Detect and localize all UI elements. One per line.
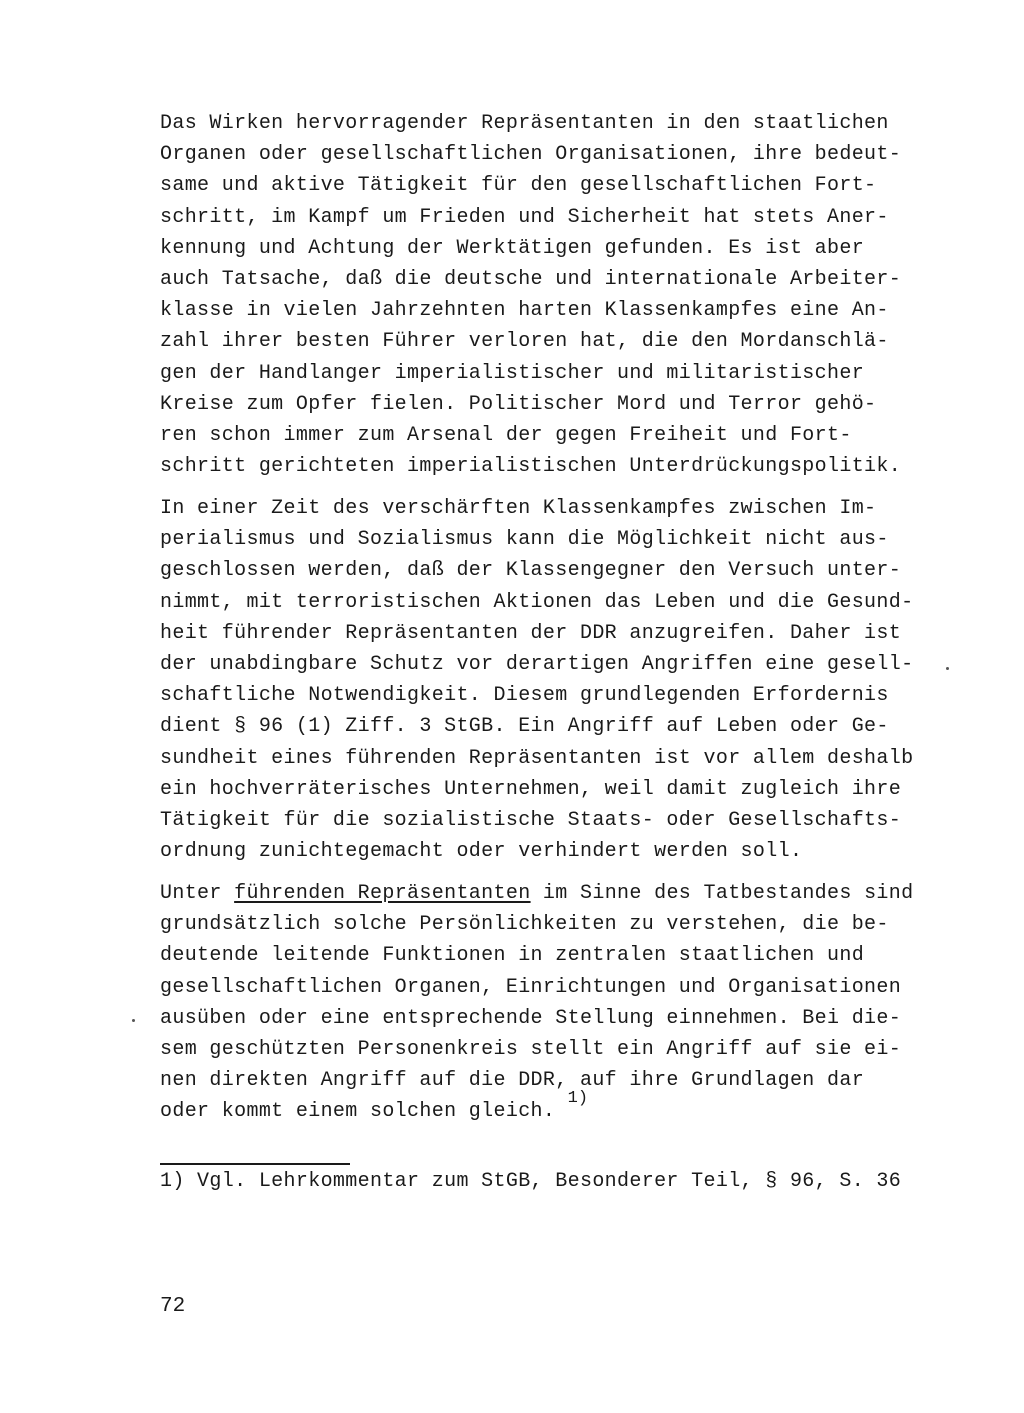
text-line: Das Wirken hervorragender Repräsentanten in den staatlichen: [160, 112, 889, 135]
text-line: same und aktive Tätigkeit für den gesellschaftlichen Fort-: [160, 174, 877, 198]
line-prefix: Unter: [160, 882, 235, 905]
paragraph-1: [160, 108, 901, 482]
underlined-term: führenden Repräsentanten: [234, 882, 531, 905]
text-line: schritt gerichteten imperialistischen Unterdrückungspolitik.: [160, 455, 902, 479]
text-line: sundheit eines führenden Repräsentanten ist vor allem deshalb: [160, 746, 914, 770]
text-line: ordnung zunichtegemacht oder verhindert werden soll.: [160, 840, 803, 864]
text-line: geschlossen werden, daß der Klassengegner den Versuch unter-: [160, 559, 902, 583]
text-line: nen direkten Angriff auf die DDR, auf ihre Grundlagen dar: [160, 1069, 865, 1093]
last-line-text: oder kommt einem solchen gleich.: [160, 1100, 556, 1124]
paragraph-2: [160, 493, 913, 867]
text-line: ein hochverräterisches Unternehmen, weil damit zugleich ihre: [160, 777, 902, 801]
text-line: perialismus und Sozialismus kann die Möglichkeit nicht aus-: [160, 528, 889, 552]
text-line: In einer Zeit des verschärften Klassenkampfes zwischen Im-: [160, 497, 877, 520]
text-line: heit führender Repräsentanten der DDR anzugreifen. Daher ist: [160, 621, 902, 645]
page-number: 72: [160, 1295, 186, 1318]
text-line: gen der Handlanger imperialistischer und militaristischer: [160, 361, 865, 385]
paragraph-3: [160, 878, 914, 1128]
text-line: [160, 878, 914, 909]
text-line: kennung und Achtung der Werktätigen gefunden. Es ist aber: [160, 236, 865, 260]
text-line: [160, 1089, 914, 1127]
scan-speck: [132, 1019, 135, 1022]
text-line: grundsätzlich solche Persönlichkeiten zu verstehen, die be-: [160, 913, 889, 937]
text-line: nimmt, mit terroristischen Aktionen das Leben und die Gesund-: [160, 590, 914, 614]
text-line: sem geschützten Personenkreis stellt ein Angriff auf sie ei-: [160, 1037, 902, 1061]
text-line: schritt, im Kampf um Frieden und Sicherheit hat stets Aner-: [160, 205, 889, 229]
text-line: dient § 96 (1) Ziff. 3 StGB. Ein Angriff auf Leben oder Ge-: [160, 715, 889, 739]
text-line: zahl ihrer besten Führer verloren hat, die den Mordanschlä-: [160, 330, 889, 354]
footnote-divider: [160, 1163, 350, 1165]
scan-speck: [946, 667, 949, 670]
line-suffix: im Sinne des Tatbestandes sind: [530, 882, 914, 905]
text-line: schaftliche Notwendigkeit. Diesem grundlegenden Erfordernis: [160, 684, 889, 708]
footnote-text: 1) Vgl. Lehrkommentar zum StGB, Besonderer Teil, § 96, S. 36: [160, 1170, 902, 1193]
text-line: Kreise zum Opfer fielen. Politischer Mord und Terror gehö-: [160, 392, 877, 416]
text-line: klasse in vielen Jahrzehnten harten Klassenkampfes eine An-: [160, 299, 889, 323]
text-line: gesellschaftlichen Organen, Einrichtungen und Organisationen: [160, 975, 902, 999]
text-line: auch Tatsache, daß die deutsche und internationale Arbeiter-: [160, 267, 902, 291]
text-line: deutende leitende Funktionen in zentralen staatlichen und: [160, 944, 865, 968]
text-line: ausüben oder eine entsprechende Stellung einnehmen. Bei die-: [160, 1006, 902, 1030]
text-line: der unabdingbare Schutz vor derartigen Angriffen eine gesell-: [160, 652, 914, 676]
text-line: ren schon immer zum Arsenal der gegen Freiheit und Fort-: [160, 423, 852, 447]
text-line: Tätigkeit für die sozialistische Staats- oder Gesellschafts-: [160, 808, 902, 832]
footnote-marker: 1): [567, 1089, 589, 1109]
text-line: Organen oder gesellschaftlichen Organisationen, ihre bedeut-: [160, 143, 902, 167]
